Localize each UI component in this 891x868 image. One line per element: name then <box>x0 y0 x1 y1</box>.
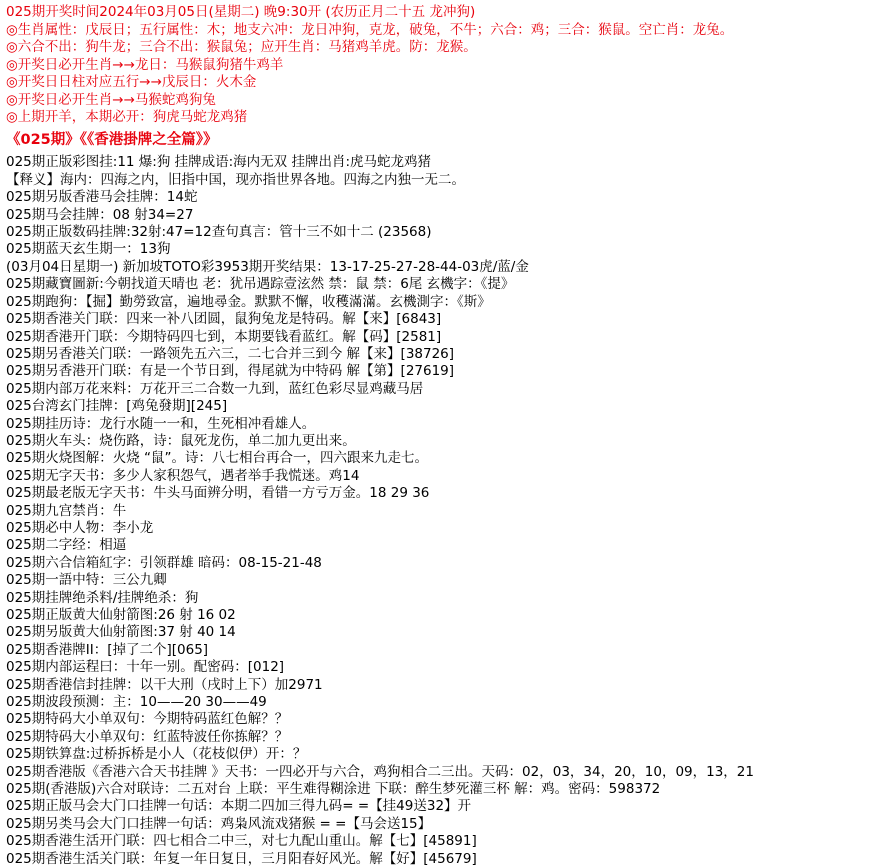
draw-time-header: 025期开奖时间2024年03月05日(星期二) 晚9:30开 (农历正月二十五 龙冲狗) <box>6 4 476 20</box>
content-line: 025期香港版《香港六合天书挂牌 》天书：一四必开与六合，鸡狗相合二三出。天码：02，03，34，20，10，09，13，21 <box>6 763 754 780</box>
attribute-line: ◎六合不出：狗牛龙；三合不出：猴鼠兔；应开生肖：马猪鸡羊虎。防：龙猴。 <box>6 39 477 56</box>
content-line: 025期另版黄大仙射箭图:37 射 40 14 <box>6 624 236 641</box>
content-line: 025期跑狗：【掘】勤勞致富，遍地尋金。默默不懈，收穫滿滿。玄機測字：《斯》 <box>6 293 491 310</box>
section-title: 《025期》《《香港掛牌之全篇》》 <box>6 132 218 149</box>
content-line: 025期挂牌绝杀料/挂牌绝杀：狗 <box>6 589 199 606</box>
content-line: 025期藏寶圖新:今朝找道天晴也 老：犹吊遇踪壹泫然 禁：鼠 禁：6尾 玄機字：《提》 <box>6 276 515 293</box>
content-line: 025期火烧图解：火烧 “鼠”。诗：八七相台再合一，四六跟来九走七。 <box>6 450 429 467</box>
content-line: 025期九宫禁肖：牛 <box>6 502 127 519</box>
attribute-line: ◎开奖日必开生肖→→马猴蛇鸡狗兔 <box>6 91 216 108</box>
attribute-line: ◎开奖日日柱对应五行→→戊辰日：火木金 <box>6 74 257 91</box>
content-line: (03月04日星期一) 新加坡TOTO彩3953期开奖结果：13-17-25-27-28-44-03虎/蓝/金 <box>6 258 529 275</box>
content-line: 025期火车头：烧伤路，诗：鼠死龙伤，单二加九更出来。 <box>6 432 356 449</box>
content-line: 025期正版马会大门口挂牌一句话：本期二四加三得九码= =【挂49送32】开 <box>6 798 472 815</box>
content-line: 025期香港信封挂牌：以干大刑（戌时上下）加2971 <box>6 676 323 693</box>
attribute-line: ◎生肖属性：戊辰日；五行属性：木；地支六冲：龙日冲狗，克龙，破兔，不牛；六合：鸡；三合：猴鼠。空亡肖：龙兔。 <box>6 22 734 38</box>
content-line: 025期挂历诗：龙行水随一一和，生死相冲看雄人。 <box>6 415 316 432</box>
content-line: 025期内部万花来料：万花开三二合数一九到，蓝红色彩尽显鸡藏马居 <box>6 380 424 397</box>
content-line: 025期最老版无字天书：牛头马面辨分明，看错一方亏万金。18 29 36 <box>6 485 430 502</box>
content-line: 025期铁算盘:过桥拆桥是小人（花枝似伊）开：？ <box>6 746 307 763</box>
content-line: 025期香港开门联：今期特码四七到，本期要钱看蓝红。解【码】[2581] <box>6 328 442 345</box>
attribute-line: ◎上期开羊，本期必开：狗虎马蛇龙鸡猪 <box>6 109 248 126</box>
content-line: 025期正版彩图挂:11 爆:狗 挂牌成语:海内无双 挂牌出肖:虎马蛇龙鸡猪 <box>6 154 432 171</box>
attributes-block <box>6 22 885 126</box>
content-line: 025期蓝天玄生期一：13狗 <box>6 241 171 258</box>
content-line: 025期另类马会大门口挂牌一句话：鸡枭风流戏猪猴 = =【马会送15】 <box>6 815 432 832</box>
content-line: 025期香港生活开门联：四七相合二中三，对七九配山重山。解【七】[45891] <box>6 833 477 850</box>
content-line: 025期正版数码挂牌:32射:47=12查句真言：管十三不如十二 (23568) <box>6 224 432 241</box>
content-line: 025期一語中特：三公九卿 <box>6 572 167 589</box>
content-line: 025期正版黄大仙射箭图:26 射 16 02 <box>6 607 236 623</box>
content-line: 025期特码大小单双句：红蓝特波任你拣解？？ <box>6 728 289 745</box>
content-line: 025期六合信箱紅字：引领群雄 暗码：08-15-21-48 <box>6 554 322 571</box>
content-line: 025期内部运程曰：十年一别。配密码：[012] <box>6 659 285 676</box>
content-line: 025期必中人物：李小龙 <box>6 519 154 536</box>
content-line: 025台湾玄门挂牌：[鸡兔發期][245] <box>6 398 228 415</box>
content-line: 025期香港关门联：四来一补八团圆，鼠狗兔龙是特码。解【来】[6843] <box>6 311 442 328</box>
content-line: 025期香港牌II：[掉了二个][065] <box>6 641 209 658</box>
content-block <box>6 154 885 868</box>
attribute-line: ◎开奖日必开生肖→→龙日：马猴鼠狗猪牛鸡羊 <box>6 56 284 73</box>
content-line: 025期另香港关门联：一路领先五六三，二七合并三到今 解【来】[38726] <box>6 345 455 362</box>
content-line: 025期香港生活关门联：年复一年日复日，三月阳春好风光。解【好】[45679] <box>6 850 477 867</box>
content-line: 025期马会挂牌：08 射34=27 <box>6 206 194 223</box>
content-line: 025期二字经：相逼 <box>6 537 127 554</box>
content-line: 【释义】海内：四海之内，旧指中国，现亦指世界各地。四海之内独一无二。 <box>6 171 465 188</box>
content-line: 025期(香港版)六合对联诗：二五对台 上联：平生难得糊涂进 下联：醉生梦死灌三杯 解：鸡。密码：598372 <box>6 781 661 798</box>
content-line: 025期另版香港马会挂牌：14蛇 <box>6 189 198 206</box>
content-line: 025期另香港开门联：有是一个节日到，得尾就为中特码 解【第】[27619] <box>6 363 455 380</box>
content-line: 025期无字天书：多少人家积怨气，遇者举手我慌迷。鸡14 <box>6 467 360 484</box>
content-line: 025期特码大小单双句：今期特码蓝红色解？？ <box>6 711 289 728</box>
content-line: 025期波段预测：主：10——20 30——49 <box>6 694 267 711</box>
